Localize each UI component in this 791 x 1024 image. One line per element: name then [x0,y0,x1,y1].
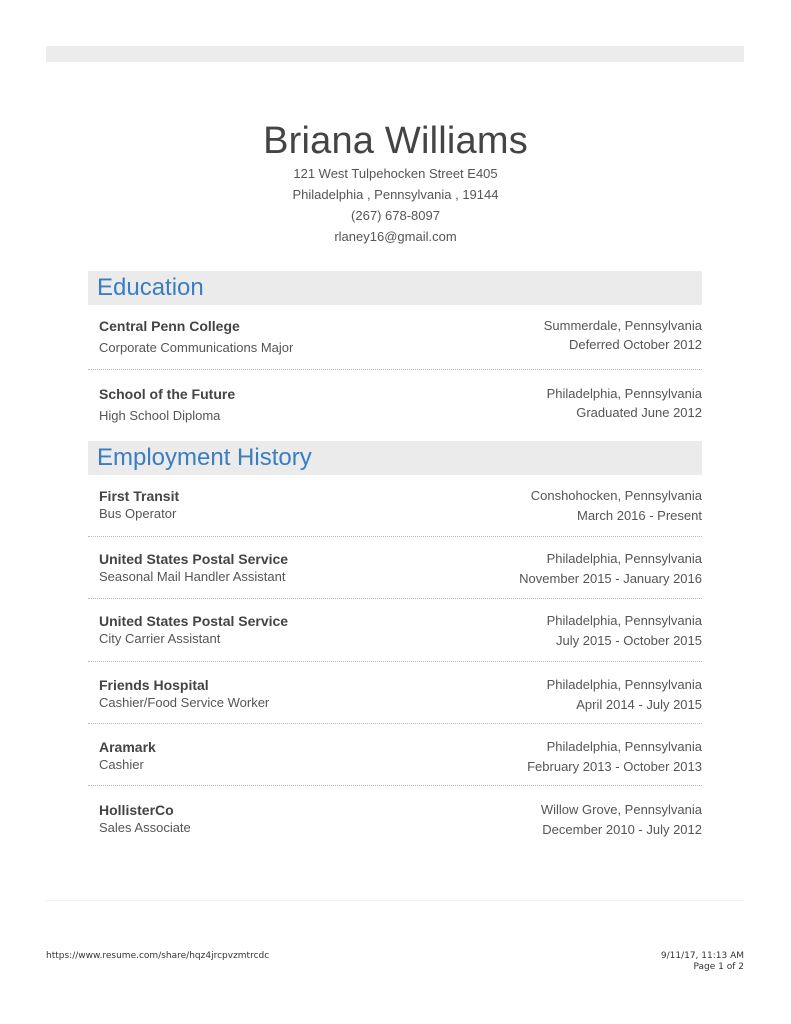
employment-dates: February 2013 - October 2013 [527,759,702,774]
employment-location: Philadelphia, Pennsylvania [546,739,702,754]
job-title: Sales Associate [99,820,191,835]
employer-name: Aramark [99,739,156,755]
print-timestamp: 9/11/17, 11:13 AM [660,951,744,961]
address-street: 121 West Tulpehocken Street E405 [293,166,498,181]
entry-divider [88,536,702,537]
entry-divider [88,661,702,662]
employment-location: Philadelphia, Pennsylvania [546,551,702,566]
employment-location: Willow Grove, Pennsylvania [540,802,702,817]
job-title: Bus Operator [99,506,177,521]
entry-divider [88,369,702,370]
job-title: Cashier/Food Service Worker [99,695,270,710]
footer-divider [46,900,744,901]
job-title: City Carrier Assistant [99,631,221,646]
employment-section-title: Employment History [97,444,312,471]
education-date: Deferred October 2012 [569,337,702,352]
employment-dates: April 2014 - July 2015 [576,697,702,712]
employer-name: United States Postal Service [99,613,289,629]
top-bar [46,46,744,62]
education-program: Corporate Communications Major [99,340,294,355]
entry-divider [88,598,702,599]
employer-name: First Transit [99,488,180,504]
page-indicator: Page 1 of 2 [693,962,744,972]
education-date: Graduated June 2012 [576,405,702,420]
job-title: Cashier [99,757,144,772]
education-program: High School Diploma [99,408,221,423]
address-city: Philadelphia , Pennsylvania , 19144 [292,187,499,202]
resume-name: Briana Williams [263,120,528,162]
footer-meta [661,951,744,973]
employment-location: Philadelphia, Pennsylvania [546,613,702,628]
education-school: School of the Future [99,386,236,402]
employment-dates: July 2015 - October 2015 [556,633,702,648]
employment-dates: December 2010 - July 2012 [542,822,702,837]
employer-name: Friends Hospital [99,677,209,693]
employment-dates: November 2015 - January 2016 [519,571,702,586]
employment-location: Conshohocken, Pennsylvania [530,488,702,503]
education-school: Central Penn College [99,318,240,334]
entry-divider [88,785,702,786]
employment-location: Philadelphia, Pennsylvania [546,677,702,692]
phone-number: (267) 678-8097 [351,208,440,223]
employer-name: United States Postal Service [99,551,289,567]
employment-section-header [88,441,702,475]
education-section-header [88,271,702,305]
education-location: Philadelphia, Pennsylvania [546,386,702,401]
footer-url-link[interactable]: https://www.resume.com/share/hqz4jrcpvzmtrcdc [46,951,270,961]
employment-dates: March 2016 - Present [576,508,702,523]
education-location: Summerdale, Pennsylvania [543,318,702,333]
employer-name: HollisterCo [99,802,174,818]
education-section-title: Education [97,274,204,301]
email-address: rlaney16@gmail.com [334,229,457,244]
entry-divider [88,723,702,724]
job-title: Seasonal Mail Handler Assistant [99,569,286,584]
